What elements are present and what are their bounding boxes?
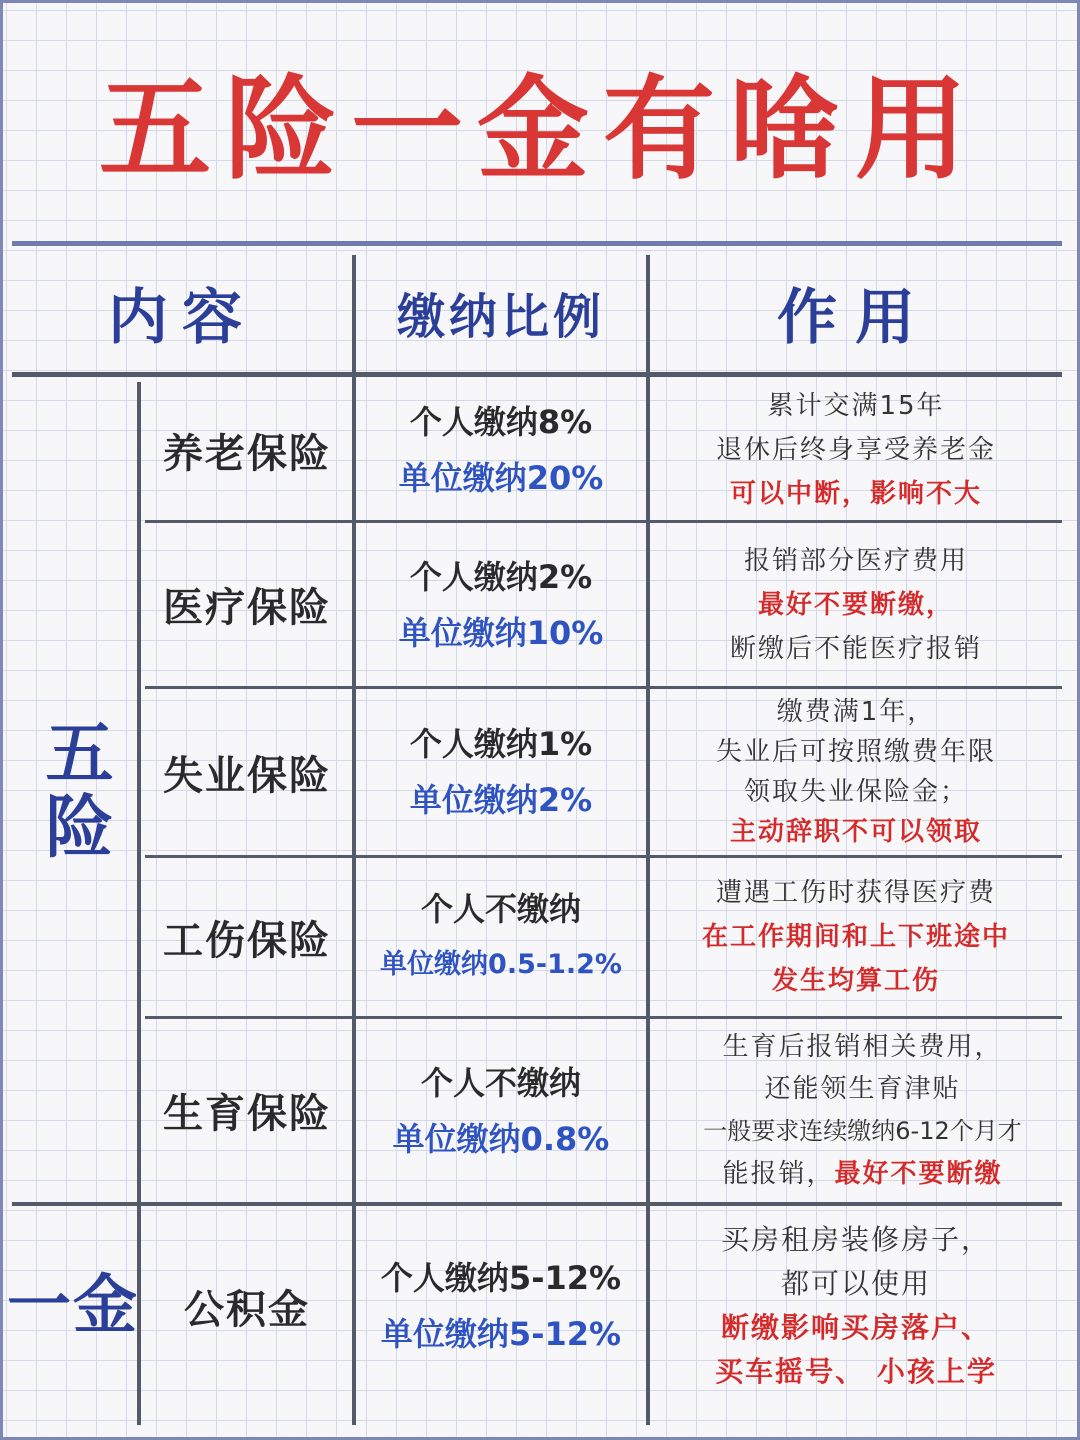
effect-line: 还能领生育津贴 — [764, 1073, 961, 1104]
company-ratio: 单位缴纳0.5-1.2% — [380, 949, 622, 980]
header-divider — [12, 372, 1062, 377]
row-effect — [650, 380, 1062, 520]
effect-line-part: 能报销， — [722, 1158, 835, 1189]
row-name: 医疗保险 — [163, 585, 331, 631]
company-ratio: 单位缴纳2% — [409, 781, 593, 819]
effect-line-highlight: 最好不要断缴 — [834, 1158, 1003, 1189]
effect-line: 买房租房装修房子， — [720, 1223, 991, 1256]
effect-line: 断缴后不能医疗报销 — [729, 633, 982, 664]
personal-ratio: 个人缴纳1% — [409, 725, 593, 763]
effect-line-highlight: 主动辞职不可以领取 — [729, 817, 982, 847]
category-five-insurances — [12, 380, 134, 1202]
category-five-label: 五险 — [34, 717, 113, 865]
row-name: 公积金 — [184, 1286, 310, 1333]
row-ratio — [356, 380, 646, 520]
effect-line-highlight: 发生均算工伤 — [771, 966, 940, 996]
personal-ratio: 个人缴纳5-12% — [380, 1259, 622, 1297]
row-effect — [650, 858, 1062, 1016]
effect-line-highlight: 断缴影响买房落户、 — [720, 1311, 991, 1344]
effect-line: 领取失业保险金； — [743, 777, 968, 807]
company-ratio: 单位缴纳10% — [398, 613, 604, 652]
personal-ratio: 个人不缴纳 — [420, 890, 581, 928]
page-title: 五险一金有啥用 — [99, 65, 981, 195]
row-ratio — [356, 523, 646, 686]
row-ratio — [356, 858, 646, 1016]
personal-ratio: 个人缴纳8% — [409, 403, 593, 441]
header-ratio: 缴纳比例 — [396, 289, 605, 345]
row-effect — [650, 689, 1062, 855]
effect-line: 一般要求连续缴纳6-12个月才 — [703, 1116, 1022, 1145]
effect-line: 生育后报销相关费用， — [722, 1031, 1003, 1062]
effect-line-highlight: 在工作期间和上下班途中 — [701, 922, 1010, 952]
effect-line-highlight: 买车摇号、 小孩上学 — [715, 1355, 997, 1388]
row-name: 生育保险 — [163, 1091, 331, 1137]
header-divider-2 — [646, 255, 650, 372]
company-ratio: 单位缴纳5-12% — [380, 1315, 622, 1353]
effect-line-highlight: 最好不要断缴， — [757, 589, 954, 620]
effect-line: 累计交满15年 — [767, 391, 945, 421]
personal-ratio: 个人缴纳2% — [409, 557, 593, 596]
effect-line: 退休后终身享受养老金 — [715, 435, 996, 465]
effect-line: 失业后可按照缴费年限 — [715, 737, 996, 767]
effect-line: 报销部分医疗费用 — [743, 545, 968, 576]
effect-line: 遭遇工伤时获得医疗费 — [715, 878, 996, 908]
row-effect — [650, 1019, 1075, 1202]
category-one-label: 一金 — [7, 1269, 139, 1343]
row-ratio — [356, 689, 646, 855]
effect-line: 缴费满1年， — [776, 697, 936, 727]
company-ratio: 单位缴纳0.8% — [392, 1119, 610, 1158]
row-effect — [650, 523, 1062, 686]
effect-line-mixed — [722, 1152, 1002, 1196]
row-name: 工伤保险 — [163, 917, 331, 964]
header-divider-1 — [352, 255, 356, 372]
header-effect: 作用 — [777, 282, 933, 353]
company-ratio: 单位缴纳20% — [398, 459, 604, 497]
title-divider — [12, 241, 1062, 246]
category-one-fund — [6, 1206, 140, 1406]
effect-line: 都可以使用 — [780, 1267, 931, 1300]
header-content: 内容 — [108, 282, 256, 353]
effect-line-highlight: 可以中断，影响不大 — [729, 479, 982, 509]
row-effect — [650, 1206, 1062, 1406]
row-ratio — [356, 1206, 646, 1406]
row-ratio — [356, 1019, 646, 1202]
personal-ratio: 个人不缴纳 — [420, 1063, 581, 1102]
row-name: 养老保险 — [163, 430, 331, 477]
row-name: 失业保险 — [163, 752, 331, 799]
